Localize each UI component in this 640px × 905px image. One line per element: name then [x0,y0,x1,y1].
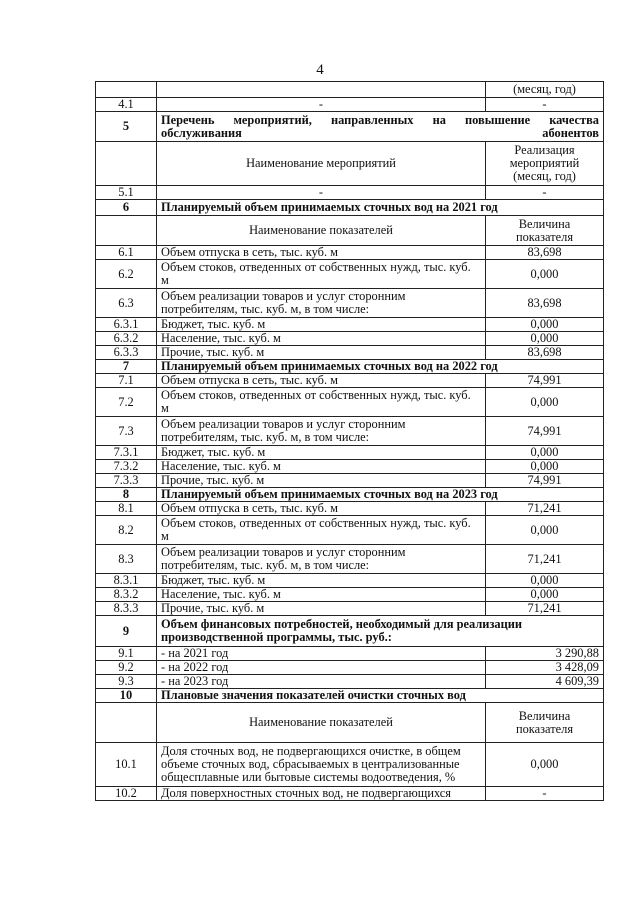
section-row [96,616,604,647]
table-row [96,516,604,545]
indicator-value: 83,698 [486,346,604,360]
indicator-value: 74,991 [486,374,604,388]
program-table [95,81,604,801]
table-row [96,602,604,616]
indicator-value: - [486,787,604,801]
table-row [96,460,604,474]
indicator-value: - [486,186,604,200]
row-number: 8.1 [96,502,157,516]
indicator-value: 74,991 [486,417,604,446]
indicator-name: - на 2022 год [157,661,486,675]
header-row [96,142,604,186]
table-row [96,260,604,289]
indicator-value: 4 609,39 [486,675,604,689]
row-number: 7.3.2 [96,460,157,474]
row-number: 10.2 [96,787,157,801]
page-number: 4 [316,62,324,78]
row-number: 6.1 [96,246,157,260]
section-title: Планируемый объем принимаемых сточных вод на 2022 год [157,360,604,374]
row-number [96,82,157,98]
indicator-name: Объем реализации товаров и услуг сторонним потребителям, тыс. куб. м, в том числе: [157,417,486,446]
indicator-name: Объем отпуска в сеть, тыс. куб. м [157,374,486,388]
indicator-value: - [486,98,604,112]
column-header-value: Величина показателя [486,216,604,246]
table-row [96,82,604,98]
column-header-value: Реализация мероприятий (месяц, год) [486,142,604,186]
indicator-value: (месяц, год) [486,82,604,98]
row-number: 7.2 [96,388,157,417]
indicator-name: Население, тыс. куб. м [157,588,486,602]
section-title: Объем финансовых потребностей, необходимый для реализации производственной программы, тыс. руб.: [157,616,604,647]
table-row [96,675,604,689]
indicator-name: - на 2023 год [157,675,486,689]
indicator-value: 0,000 [486,588,604,602]
section-row [96,689,604,703]
row-number: 7.1 [96,374,157,388]
indicator-name: - на 2021 год [157,647,486,661]
table-row [96,661,604,675]
row-number: 6 [96,200,157,216]
row-number: 8.2 [96,516,157,545]
table-row [96,502,604,516]
section-title: Планируемый объем принимаемых сточных вод на 2021 год [157,200,604,216]
header-row [96,703,604,743]
indicator-name: Население, тыс. куб. м [157,460,486,474]
row-number: 6.3.3 [96,346,157,360]
row-number: 8.3.1 [96,574,157,588]
indicator-name: Объем стоков, отведенных от собственных нужд, тыс. куб. м [157,260,486,289]
row-number: 8.3 [96,545,157,574]
table-row [96,743,604,787]
row-number: 8 [96,488,157,502]
table-row [96,318,604,332]
indicator-name: Прочие, тыс. куб. м [157,602,486,616]
indicator-name: Бюджет, тыс. куб. м [157,574,486,588]
table-row [96,588,604,602]
indicator-name: Объем реализации товаров и услуг сторонним потребителям, тыс. куб. м, в том числе: [157,545,486,574]
column-header-name: Наименование показателей [157,216,486,246]
table-row [96,374,604,388]
row-number: 9 [96,616,157,647]
row-number: 7 [96,360,157,374]
indicator-value: 83,698 [486,246,604,260]
row-number: 6.2 [96,260,157,289]
indicator-name: - [157,98,486,112]
section-row [96,112,604,142]
row-number: 6.3.1 [96,318,157,332]
row-number [96,142,157,186]
header-row [96,216,604,246]
table-row [96,417,604,446]
section-title: Перечень мероприятий, направленных на повышение качества обслуживания абонентов [157,112,604,142]
indicator-name: - [157,186,486,200]
table-row [96,787,604,801]
row-number: 7.3 [96,417,157,446]
indicator-value: 71,241 [486,545,604,574]
row-number [96,703,157,743]
table-row [96,446,604,460]
indicator-name: Население, тыс. куб. м [157,332,486,346]
indicator-value: 3 290,88 [486,647,604,661]
column-header-name: Наименование показателей [157,703,486,743]
indicator-value: 0,000 [486,516,604,545]
table-row [96,98,604,112]
indicator-value: 0,000 [486,388,604,417]
table-row [96,545,604,574]
indicator-value: 0,000 [486,332,604,346]
row-number: 7.3.3 [96,474,157,488]
indicator-name: Доля сточных вод, не подвергающихся очистке, в общем объеме сточных вод, сбрасываемых в централизованные общесплавные или бытовые системы водоотведения, % [157,743,486,787]
column-header-value: Величина показателя [486,703,604,743]
table-row [96,388,604,417]
column-header-name: Наименование мероприятий [157,142,486,186]
table-row [96,186,604,200]
table-row [96,246,604,260]
indicator-value: 71,241 [486,602,604,616]
indicator-value: 74,991 [486,474,604,488]
indicator-name: Бюджет, тыс. куб. м [157,446,486,460]
row-number [96,216,157,246]
row-number: 7.3.1 [96,446,157,460]
section-row [96,360,604,374]
indicator-name: Объем отпуска в сеть, тыс. куб. м [157,502,486,516]
indicator-name: Прочие, тыс. куб. м [157,346,486,360]
indicator-value: 83,698 [486,289,604,318]
row-number: 5.1 [96,186,157,200]
indicator-name: Объем реализации товаров и услуг сторонним потребителям, тыс. куб. м, в том числе: [157,289,486,318]
row-number: 9.3 [96,675,157,689]
section-title: Плановые значения показателей очистки сточных вод [157,689,604,703]
section-row [96,488,604,502]
indicator-value: 0,000 [486,318,604,332]
indicator-value: 3 428,09 [486,661,604,675]
table-row [96,647,604,661]
indicator-name: Объем стоков, отведенных от собственных нужд, тыс. куб. м [157,516,486,545]
indicator-name: Объем стоков, отведенных от собственных нужд, тыс. куб. м [157,388,486,417]
indicator-name: Объем отпуска в сеть, тыс. куб. м [157,246,486,260]
indicator-name: Доля поверхностных сточных вод, не подвергающихся [157,787,486,801]
table-row [96,574,604,588]
indicator-name: Бюджет, тыс. куб. м [157,318,486,332]
row-number: 10 [96,689,157,703]
table-row [96,346,604,360]
section-title: Планируемый объем принимаемых сточных вод на 2023 год [157,488,604,502]
indicator-name [157,82,486,98]
table-row [96,474,604,488]
indicator-value: 0,000 [486,574,604,588]
indicator-value: 71,241 [486,502,604,516]
indicator-value: 0,000 [486,460,604,474]
table-row [96,332,604,346]
table-row [96,289,604,318]
row-number: 6.3.2 [96,332,157,346]
indicator-value: 0,000 [486,446,604,460]
indicator-value: 0,000 [486,260,604,289]
row-number: 9.1 [96,647,157,661]
row-number: 9.2 [96,661,157,675]
row-number: 10.1 [96,743,157,787]
row-number: 8.3.2 [96,588,157,602]
row-number: 4.1 [96,98,157,112]
indicator-value: 0,000 [486,743,604,787]
row-number: 8.3.3 [96,602,157,616]
section-row [96,200,604,216]
indicator-name: Прочие, тыс. куб. м [157,474,486,488]
row-number: 5 [96,112,157,142]
row-number: 6.3 [96,289,157,318]
